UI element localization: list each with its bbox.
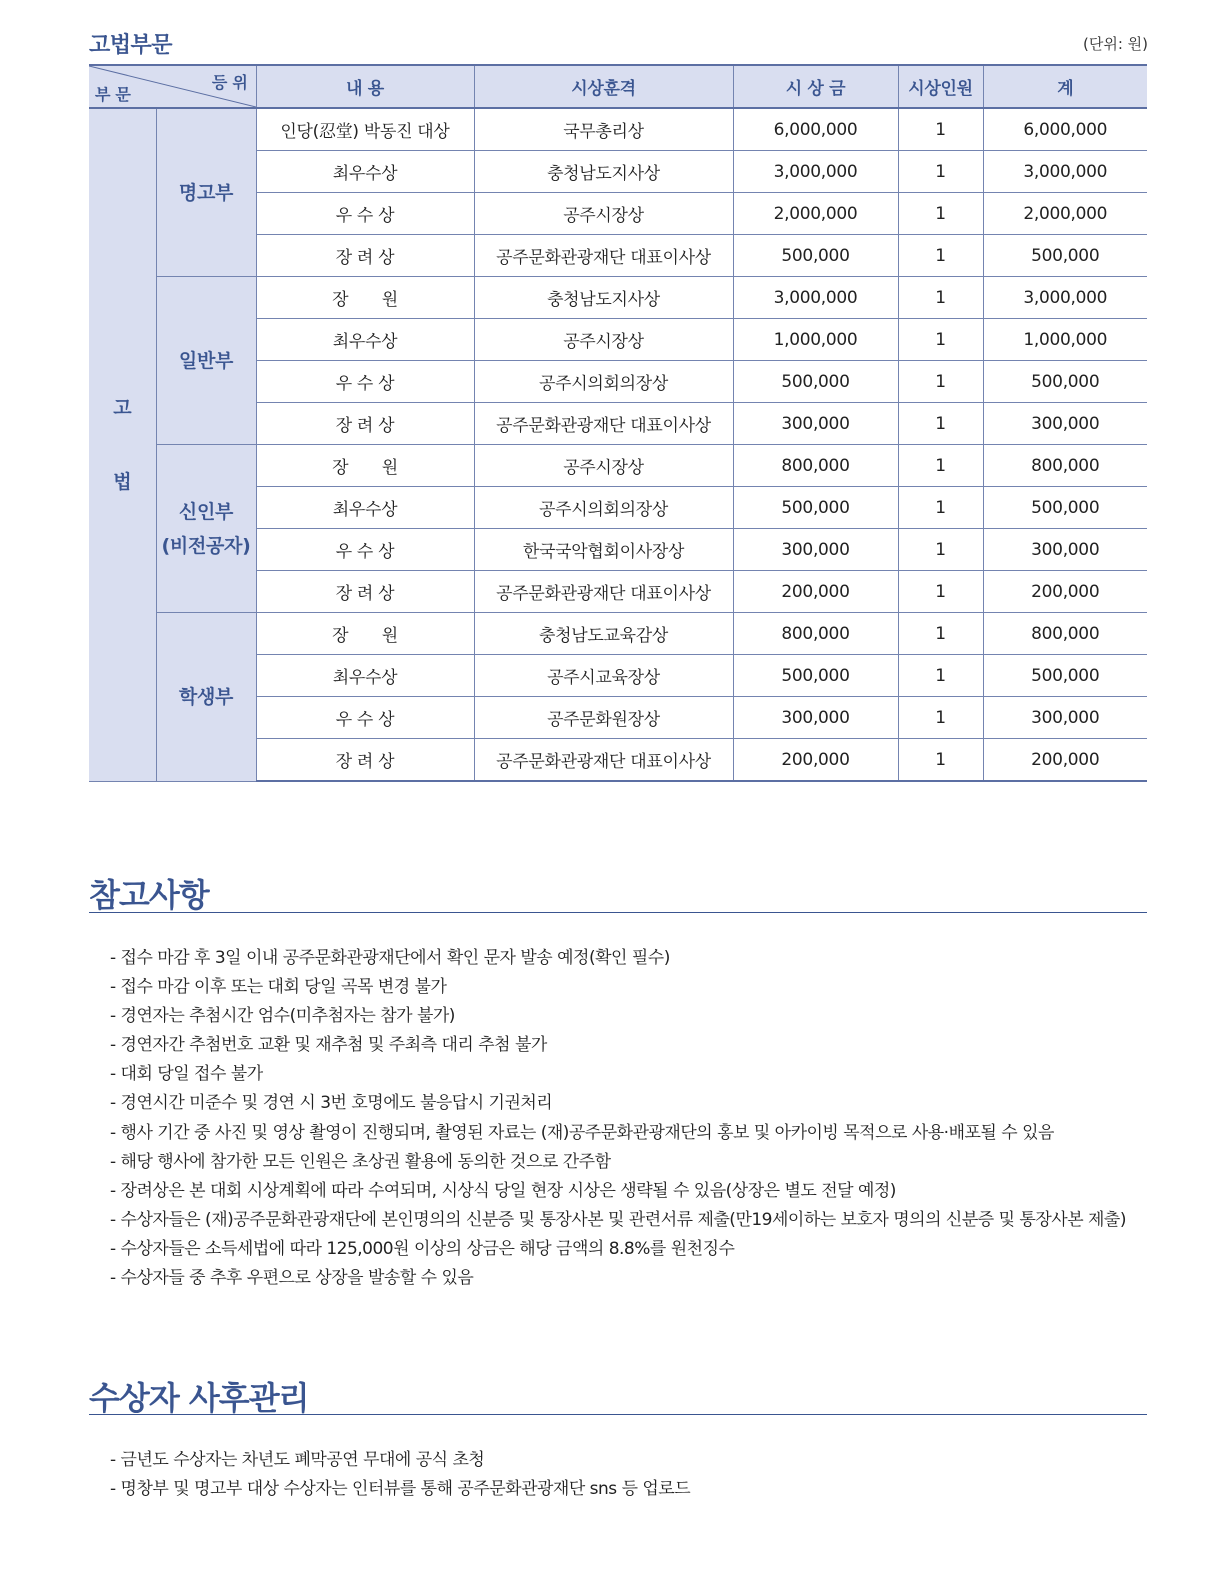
award-cell: 한국국악협회이사장상 [474,529,733,571]
total-cell: 300,000 [983,529,1147,571]
list-item: - 행사 기간 중 사진 및 영상 촬영이 진행되며, 촬영된 자료는 (재)공주문화관광재단의 홍보 및 아카이빙 목적으로 사용·배포될 수 있음 [110,1119,1126,1148]
amount-cell: 300,000 [733,697,898,739]
amount-cell: 500,000 [733,361,898,403]
aftercare-list [110,1446,690,1504]
corner-header-cell [89,65,256,108]
group-label: 법 [113,470,132,493]
count-cell: 1 [898,487,983,529]
division-name: 명고부 [178,181,234,204]
amount-cell: 500,000 [733,655,898,697]
column-header-total: 계 [983,65,1147,108]
award-cell: 충청남도교육감상 [474,613,733,655]
amount-cell: 200,000 [733,571,898,613]
award-cell: 공주문화관광재단 대표이사상 [474,235,733,277]
content-cell: 최우수상 [256,487,474,529]
count-cell: 1 [898,108,983,151]
total-cell: 500,000 [983,235,1147,277]
award-cell: 공주문화관광재단 대표이사상 [474,403,733,445]
content-cell: 우 수 상 [256,529,474,571]
content-cell: 장 원 [256,277,474,319]
column-header-count: 시상인원 [898,65,983,108]
count-cell: 1 [898,739,983,782]
list-item: - 경연시간 미준수 및 경연 시 3번 호명에도 불응답시 기권처리 [110,1089,1126,1118]
count-cell: 1 [898,613,983,655]
list-item: - 해당 행사에 참가한 모든 인원은 초상권 활용에 동의한 것으로 간주함 [110,1148,1126,1177]
content-cell: 최우수상 [256,151,474,193]
content-cell: 최우수상 [256,655,474,697]
amount-cell: 800,000 [733,445,898,487]
total-cell: 200,000 [983,571,1147,613]
amount-cell: 2,000,000 [733,193,898,235]
award-cell: 공주문화관광재단 대표이사상 [474,571,733,613]
count-cell: 1 [898,235,983,277]
total-cell: 200,000 [983,739,1147,782]
content-cell: 우 수 상 [256,697,474,739]
list-item: - 금년도 수상자는 차년도 폐막공연 무대에 공식 초청 [110,1446,690,1475]
division-name: 신인부 [178,500,234,523]
unit-note: (단위: 원) [1083,35,1148,53]
table-row [89,613,1147,655]
count-cell: 1 [898,277,983,319]
award-cell: 공주시의회의장상 [474,487,733,529]
total-cell: 1,000,000 [983,319,1147,361]
content-cell: 최우수상 [256,319,474,361]
notes-list [110,944,1126,1293]
list-item: - 접수 마감 후 3일 이내 공주문화관광재단에서 확인 문자 발송 예정(확인 필수) [110,944,1126,973]
award-cell: 공주시장상 [474,445,733,487]
group-label: 고 [113,396,132,419]
aftercare-title: 수상자 사후관리 [89,1379,309,1417]
amount-cell: 6,000,000 [733,108,898,151]
count-cell: 1 [898,193,983,235]
total-cell: 500,000 [983,655,1147,697]
section-title: 고법부문 [89,33,173,58]
division-cell [156,613,256,782]
amount-cell: 800,000 [733,613,898,655]
award-cell: 공주문화관광재단 대표이사상 [474,739,733,782]
content-cell: 장 원 [256,445,474,487]
count-cell: 1 [898,571,983,613]
table-row [89,108,1147,151]
content-cell: 장 려 상 [256,571,474,613]
corner-label-grade: 등 위 [211,73,248,92]
list-item: - 수상자들은 (재)공주문화관광재단에 본인명의의 신분증 및 통장사본 및 관련서류 제출(만19세이하는 보호자 명의의 신분증 및 통장사본 제출) [110,1206,1126,1235]
division-subname: (비전공자) [161,534,251,557]
table-row [89,445,1147,487]
count-cell: 1 [898,529,983,571]
table-header-row [89,65,1147,108]
award-cell: 공주시의회의장상 [474,361,733,403]
corner-label-division: 부 문 [95,85,131,104]
content-cell: 장 원 [256,613,474,655]
total-cell: 3,000,000 [983,277,1147,319]
amount-cell: 300,000 [733,403,898,445]
column-header-award: 시상훈격 [474,65,733,108]
list-item: - 수상자들은 소득세법에 따라 125,000원 이상의 상금은 해당 금액의 8.8%를 원천징수 [110,1235,1126,1264]
total-cell: 300,000 [983,403,1147,445]
column-header-amount: 시 상 금 [733,65,898,108]
amount-cell: 500,000 [733,235,898,277]
award-cell: 국무총리상 [474,108,733,151]
division-name: 학생부 [178,685,234,708]
list-item: - 장려상은 본 대회 시상계획에 따라 수여되며, 시상식 당일 현장 시상은 생략될 수 있음(상장은 별도 전달 예정) [110,1177,1126,1206]
content-cell: 우 수 상 [256,193,474,235]
award-cell: 공주시교육장상 [474,655,733,697]
total-cell: 3,000,000 [983,151,1147,193]
column-header-content: 내 용 [256,65,474,108]
count-cell: 1 [898,445,983,487]
content-cell: 장 려 상 [256,739,474,782]
content-cell: 장 려 상 [256,235,474,277]
division-cell [156,445,256,613]
amount-cell: 1,000,000 [733,319,898,361]
list-item: - 경연자는 추첨시간 엄수(미추첨자는 참가 불가) [110,1002,1126,1031]
count-cell: 1 [898,403,983,445]
aftercare-divider [89,1414,1147,1415]
division-name: 일반부 [178,349,234,372]
content-cell: 장 려 상 [256,403,474,445]
total-cell: 500,000 [983,361,1147,403]
total-cell: 2,000,000 [983,193,1147,235]
count-cell: 1 [898,319,983,361]
prize-table [89,64,1147,782]
award-cell: 충청남도지사상 [474,151,733,193]
table-row [89,277,1147,319]
award-cell: 공주문화원장상 [474,697,733,739]
division-cell [156,277,256,445]
count-cell: 1 [898,697,983,739]
content-cell: 우 수 상 [256,361,474,403]
list-item: - 명창부 및 명고부 대상 수상자는 인터뷰를 통해 공주문화관광재단 sns 등 업로드 [110,1475,690,1504]
group-cell [89,108,156,781]
award-cell: 충청남도지사상 [474,277,733,319]
total-cell: 500,000 [983,487,1147,529]
award-cell: 공주시장상 [474,193,733,235]
total-cell: 800,000 [983,613,1147,655]
list-item: - 수상자들 중 추후 우편으로 상장을 발송할 수 있음 [110,1264,1126,1293]
count-cell: 1 [898,151,983,193]
total-cell: 6,000,000 [983,108,1147,151]
total-cell: 800,000 [983,445,1147,487]
notes-divider [89,912,1147,913]
notes-title: 참고사항 [89,876,209,914]
amount-cell: 300,000 [733,529,898,571]
amount-cell: 500,000 [733,487,898,529]
list-item: - 대회 당일 접수 불가 [110,1060,1126,1089]
amount-cell: 3,000,000 [733,277,898,319]
total-cell: 300,000 [983,697,1147,739]
list-item: - 접수 마감 이후 또는 대회 당일 곡목 변경 불가 [110,973,1126,1002]
content-cell: 인당(忍堂) 박동진 대상 [256,108,474,151]
amount-cell: 200,000 [733,739,898,782]
amount-cell: 3,000,000 [733,151,898,193]
count-cell: 1 [898,655,983,697]
division-cell [156,108,256,277]
list-item: - 경연자간 추첨번호 교환 및 재추첨 및 주최측 대리 추첨 불가 [110,1031,1126,1060]
award-cell: 공주시장상 [474,319,733,361]
count-cell: 1 [898,361,983,403]
